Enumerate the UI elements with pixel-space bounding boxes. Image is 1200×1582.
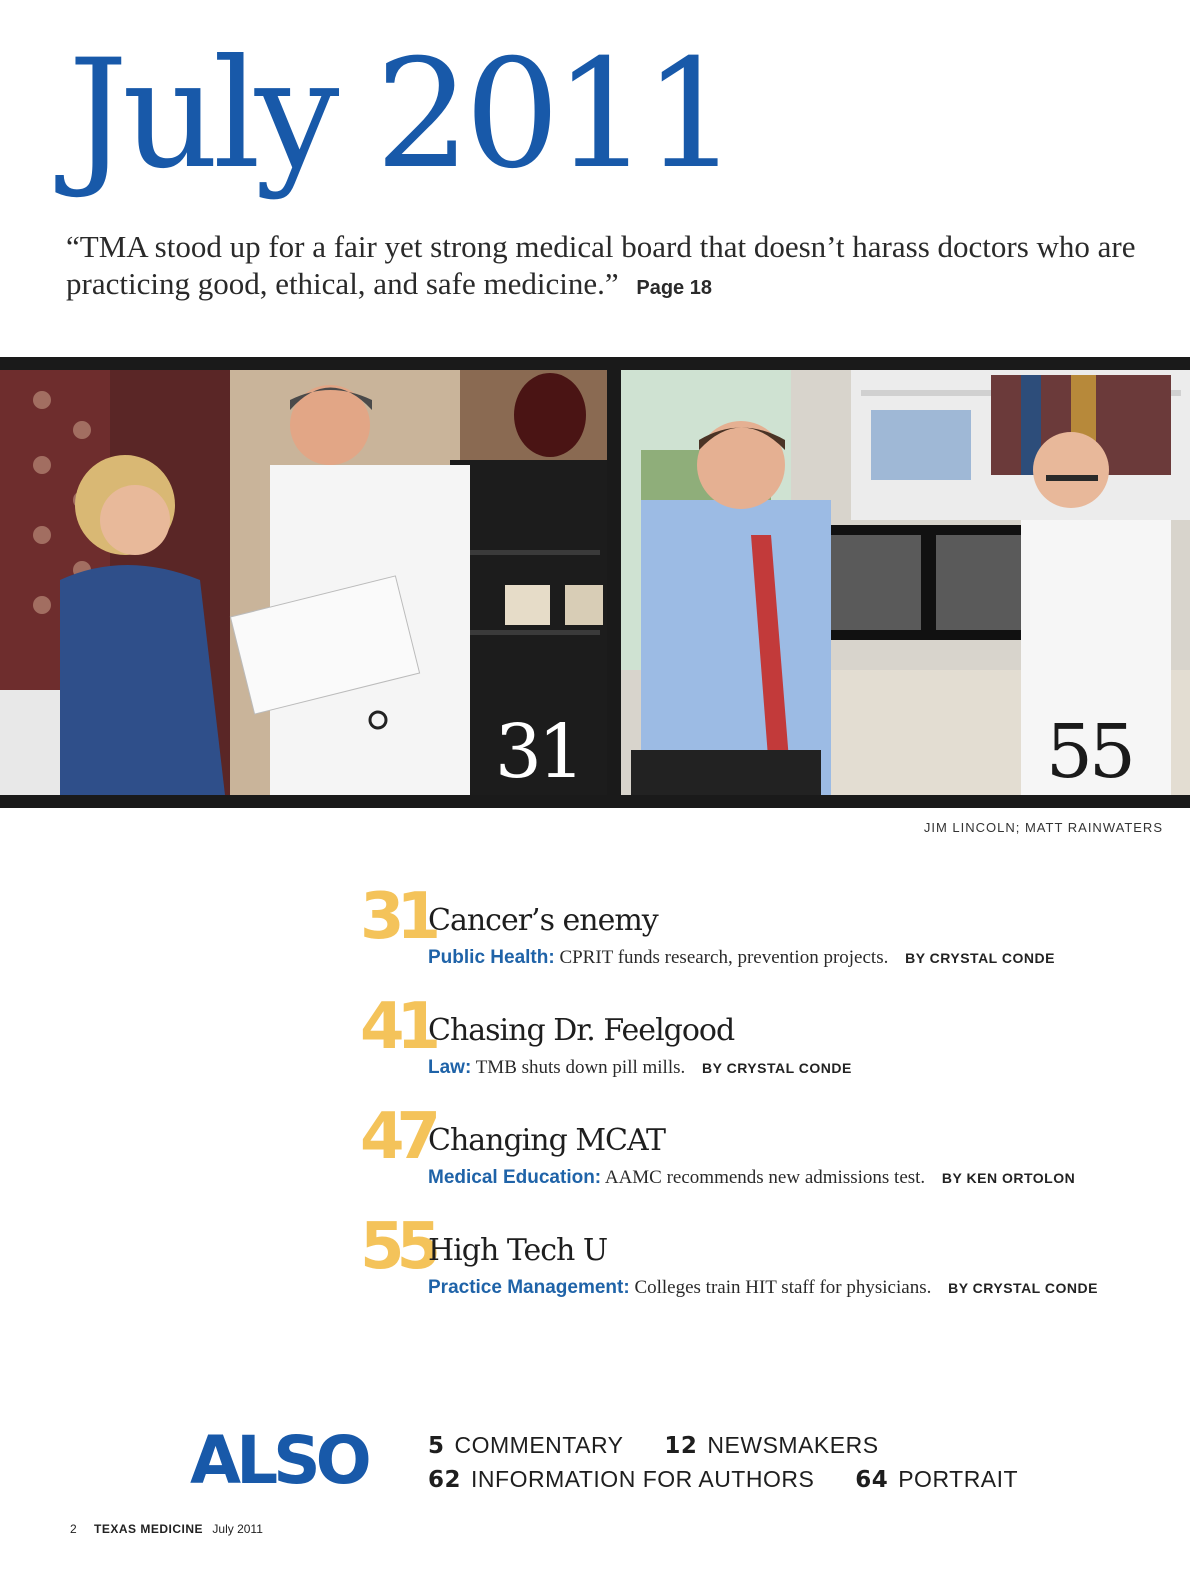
toc-title[interactable]: Cancer’s enemy — [428, 903, 658, 938]
also-heading: ALSO — [190, 1422, 367, 1499]
also-row — [428, 1432, 1148, 1466]
toc-section-label: Medical Education: — [428, 1167, 602, 1188]
toc-description — [428, 1057, 852, 1079]
toc-description — [428, 947, 1055, 969]
toc-byline: BY CRYSTAL CONDE — [905, 950, 1055, 966]
toc-item[interactable] — [360, 1210, 1160, 1325]
toc-section-label: Law: — [428, 1057, 472, 1078]
photo-doctors-xray[interactable] — [621, 370, 1190, 795]
toc-page-number: 55 — [360, 1210, 434, 1284]
toc-title[interactable]: Chasing Dr. Feelgood — [428, 1013, 735, 1048]
toc-item[interactable] — [360, 1100, 1160, 1215]
toc-page-number: 41 — [360, 990, 434, 1064]
toc-summary: AAMC recommends new admissions test. — [604, 1167, 926, 1188]
pull-quote-text: “TMA stood up for a fair yet strong medical board that doesn’t harass doctors who are practicing good, ethical, and safe medicine.” — [66, 229, 1136, 301]
also-page-number: 62 — [428, 1467, 462, 1493]
toc-section-label: Public Health: — [428, 947, 555, 968]
toc-byline: BY KEN ORTOLON — [941, 1170, 1076, 1186]
toc-description — [428, 1167, 1075, 1189]
pull-quote — [66, 228, 1146, 307]
toc-byline: BY CRYSTAL CONDE — [702, 1060, 852, 1076]
also-link-commentary[interactable] — [428, 1432, 624, 1458]
photo-credit: JIM LINCOLN; MATT RAINWATERS — [923, 820, 1163, 835]
also-link-label: COMMENTARY — [454, 1432, 624, 1458]
page-title: July 2011 — [68, 28, 733, 202]
toc-page-number: 31 — [360, 880, 434, 954]
photo-doctor-patient[interactable] — [0, 370, 607, 795]
footer-issue: July 2011 — [212, 1522, 263, 1536]
also-page-number: 5 — [428, 1433, 445, 1459]
toc-title[interactable]: High Tech U — [428, 1233, 608, 1268]
table-of-contents — [360, 880, 1160, 1325]
toc-page-number: 47 — [360, 1100, 434, 1174]
also-link-label: PORTRAIT — [898, 1466, 1019, 1492]
also-links — [428, 1432, 1148, 1500]
toc-summary: CPRIT funds research, prevention projects. — [559, 947, 889, 968]
toc-item[interactable] — [360, 880, 1160, 995]
photo-page-number: 55 — [1045, 709, 1132, 795]
also-link-information-for-authors[interactable] — [428, 1466, 814, 1492]
also-page-number: 64 — [855, 1467, 889, 1493]
toc-item[interactable] — [360, 990, 1160, 1105]
also-link-label: NEWSMAKERS — [707, 1432, 879, 1458]
footer-publication: TEXAS MEDICINE — [94, 1522, 204, 1536]
pull-quote-page-link[interactable]: Page 18 — [636, 277, 712, 299]
photo-page-number: 31 — [494, 709, 581, 795]
toc-title[interactable]: Changing MCAT — [428, 1123, 666, 1158]
toc-summary: Colleges train HIT staff for physicians. — [634, 1277, 932, 1298]
also-link-portrait[interactable] — [855, 1466, 1018, 1492]
also-row — [428, 1466, 1148, 1500]
footer-page-number: 2 — [70, 1522, 77, 1536]
photo-strip — [0, 357, 1190, 808]
page-footer — [70, 1522, 263, 1536]
also-link-newsmakers[interactable] — [664, 1432, 878, 1458]
toc-section-label: Practice Management: — [428, 1277, 630, 1298]
toc-byline: BY CRYSTAL CONDE — [948, 1280, 1098, 1296]
toc-summary: TMB shuts down pill mills. — [475, 1057, 686, 1078]
also-link-label: INFORMATION FOR AUTHORS — [471, 1466, 815, 1492]
toc-description — [428, 1277, 1098, 1299]
also-page-number: 12 — [664, 1433, 698, 1459]
